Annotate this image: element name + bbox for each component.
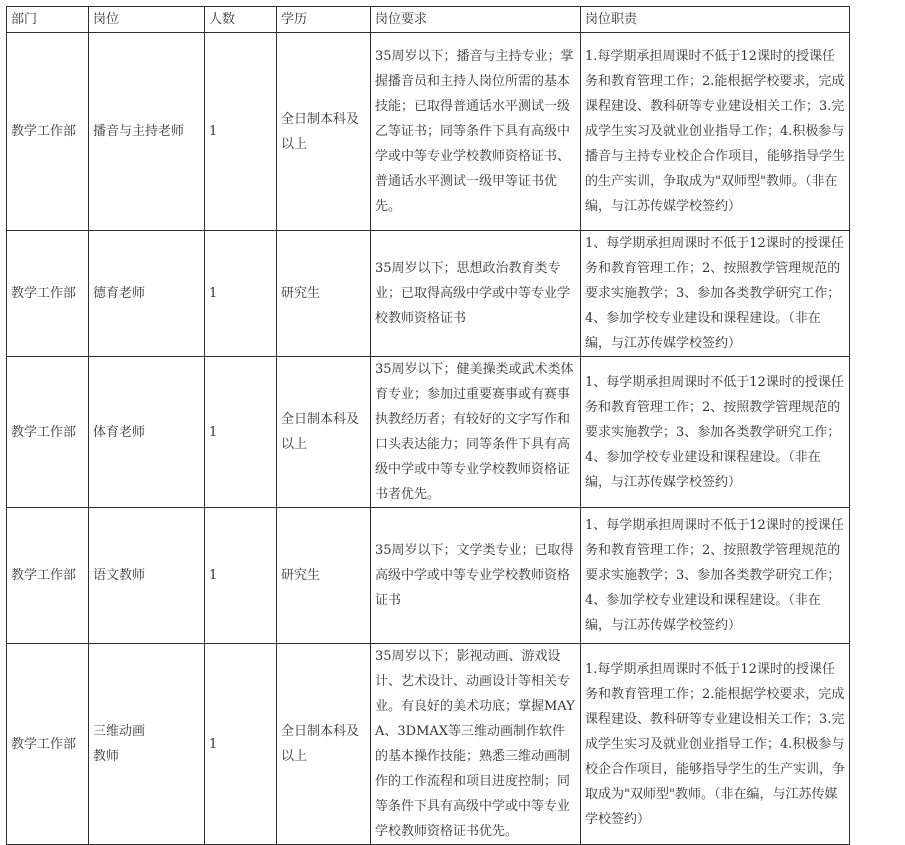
cell-requirements: 35周岁以下；健美操类或武术类体育专业；参加过重要赛事或有赛事执教经历者；有较好的文字写作和口头表达能力；同等条件下具有高级中学或中等专业学校教师资格证书者优先。 xyxy=(371,357,581,508)
table-row xyxy=(7,508,850,644)
cell-education: 研究生 xyxy=(277,231,371,357)
header-duties: 岗位职责 xyxy=(581,7,850,33)
cell-duties: 1、每学期承担周课时不低于12课时的授课任务和教育管理工作；2、按照教学管理规范的要求实施教学；3、参加各类教学研究工作；4、参加学校专业建设和课程建设。（非在编，与江苏传媒学校签约） xyxy=(581,357,850,508)
table-row xyxy=(7,644,850,845)
cell-dept: 教学工作部 xyxy=(7,231,89,357)
cell-dept: 教学工作部 xyxy=(7,508,89,644)
cell-dept: 教学工作部 xyxy=(7,644,89,845)
table-row xyxy=(7,33,850,231)
cell-education: 全日制本科及以上 xyxy=(277,357,371,508)
cell-post: 语文教师 xyxy=(89,508,205,644)
cell-requirements: 35周岁以下；播音与主持专业；掌握播音员和主持人岗位所需的基本技能；已取得普通话水平测试一级乙等证书；同等条件下具有高级中学或中等专业学校教师资格证书、普通话水平测试一级甲等证书优先。 xyxy=(371,33,581,231)
cell-count: 1 xyxy=(205,357,277,508)
cell-count: 1 xyxy=(205,644,277,845)
cell-count: 1 xyxy=(205,508,277,644)
table-header-row xyxy=(7,7,850,33)
header-count: 人数 xyxy=(205,7,277,33)
recruitment-table xyxy=(6,6,850,845)
header-post: 岗位 xyxy=(89,7,205,33)
cell-requirements: 35周岁以下；影视动画、游戏设计、艺术设计、动画设计等相关专业。有良好的美术功底；掌握MAYA、3DMAX等三维动画制作软件的基本操作技能；熟悉三维动画制作的工作流程和项目进度控制；同等条件下具有高级中学或中等专业学校教师资格证书优先。 xyxy=(371,644,581,845)
cell-post: 体育老师 xyxy=(89,357,205,508)
table-row xyxy=(7,231,850,357)
cell-duties: 1、每学期承担周课时不低于12课时的授课任务和教育管理工作；2、按照教学管理规范的要求实施教学；3、参加各类教学研究工作；4、参加学校专业建设和课程建设。（非在编，与江苏传媒学校签约） xyxy=(581,508,850,644)
cell-duties: 1.每学期承担周课时不低于12课时的授课任务和教育管理工作；2.能根据学校要求，完成课程建设、教科研等专业建设相关工作；3.完成学生实习及就业创业指导工作；4.积极参与校企合作项目，能够指导学生的生产实训，争取成为"双师型"教师。（非在编，与江苏传媒学校签约） xyxy=(581,644,850,845)
cell-duties: 1.每学期承担周课时不低于12课时的授课任务和教育管理工作；2.能根据学校要求，完成课程建设、教科研等专业建设相关工作；3.完成学生实习及就业创业指导工作；4.积极参与播音与主持专业校企合作项目，能够指导学生的生产实训，争取成为"双师型"教师。（非在编，与江苏传媒学校签约） xyxy=(581,33,850,231)
cell-count: 1 xyxy=(205,231,277,357)
header-dept: 部门 xyxy=(7,7,89,33)
cell-duties: 1、每学期承担周课时不低于12课时的授课任务和教育管理工作；2、按照教学管理规范的要求实施教学；3、参加各类教学研究工作；4、参加学校专业建设和课程建设。（非在编，与江苏传媒学校签约） xyxy=(581,231,850,357)
cell-post xyxy=(89,644,205,845)
cell-post: 播音与主持老师 xyxy=(89,33,205,231)
header-requirements: 岗位要求 xyxy=(371,7,581,33)
cell-education: 全日制本科及以上 xyxy=(277,33,371,231)
post-line: 三维动画 xyxy=(93,724,146,739)
post-line: 教师 xyxy=(93,749,120,764)
cell-dept: 教学工作部 xyxy=(7,357,89,508)
header-education: 学历 xyxy=(277,7,371,33)
table-row xyxy=(7,357,850,508)
cell-education: 全日制本科及以上 xyxy=(277,644,371,845)
cell-count: 1 xyxy=(205,33,277,231)
cell-post: 德育老师 xyxy=(89,231,205,357)
cell-requirements: 35周岁以下；文学类专业；已取得高级中学或中等专业学校教师资格证书 xyxy=(371,508,581,644)
cell-education: 研究生 xyxy=(277,508,371,644)
cell-requirements: 35周岁以下；思想政治教育类专业；已取得高级中学或中等专业学校教师资格证书 xyxy=(371,231,581,357)
cell-dept: 教学工作部 xyxy=(7,33,89,231)
